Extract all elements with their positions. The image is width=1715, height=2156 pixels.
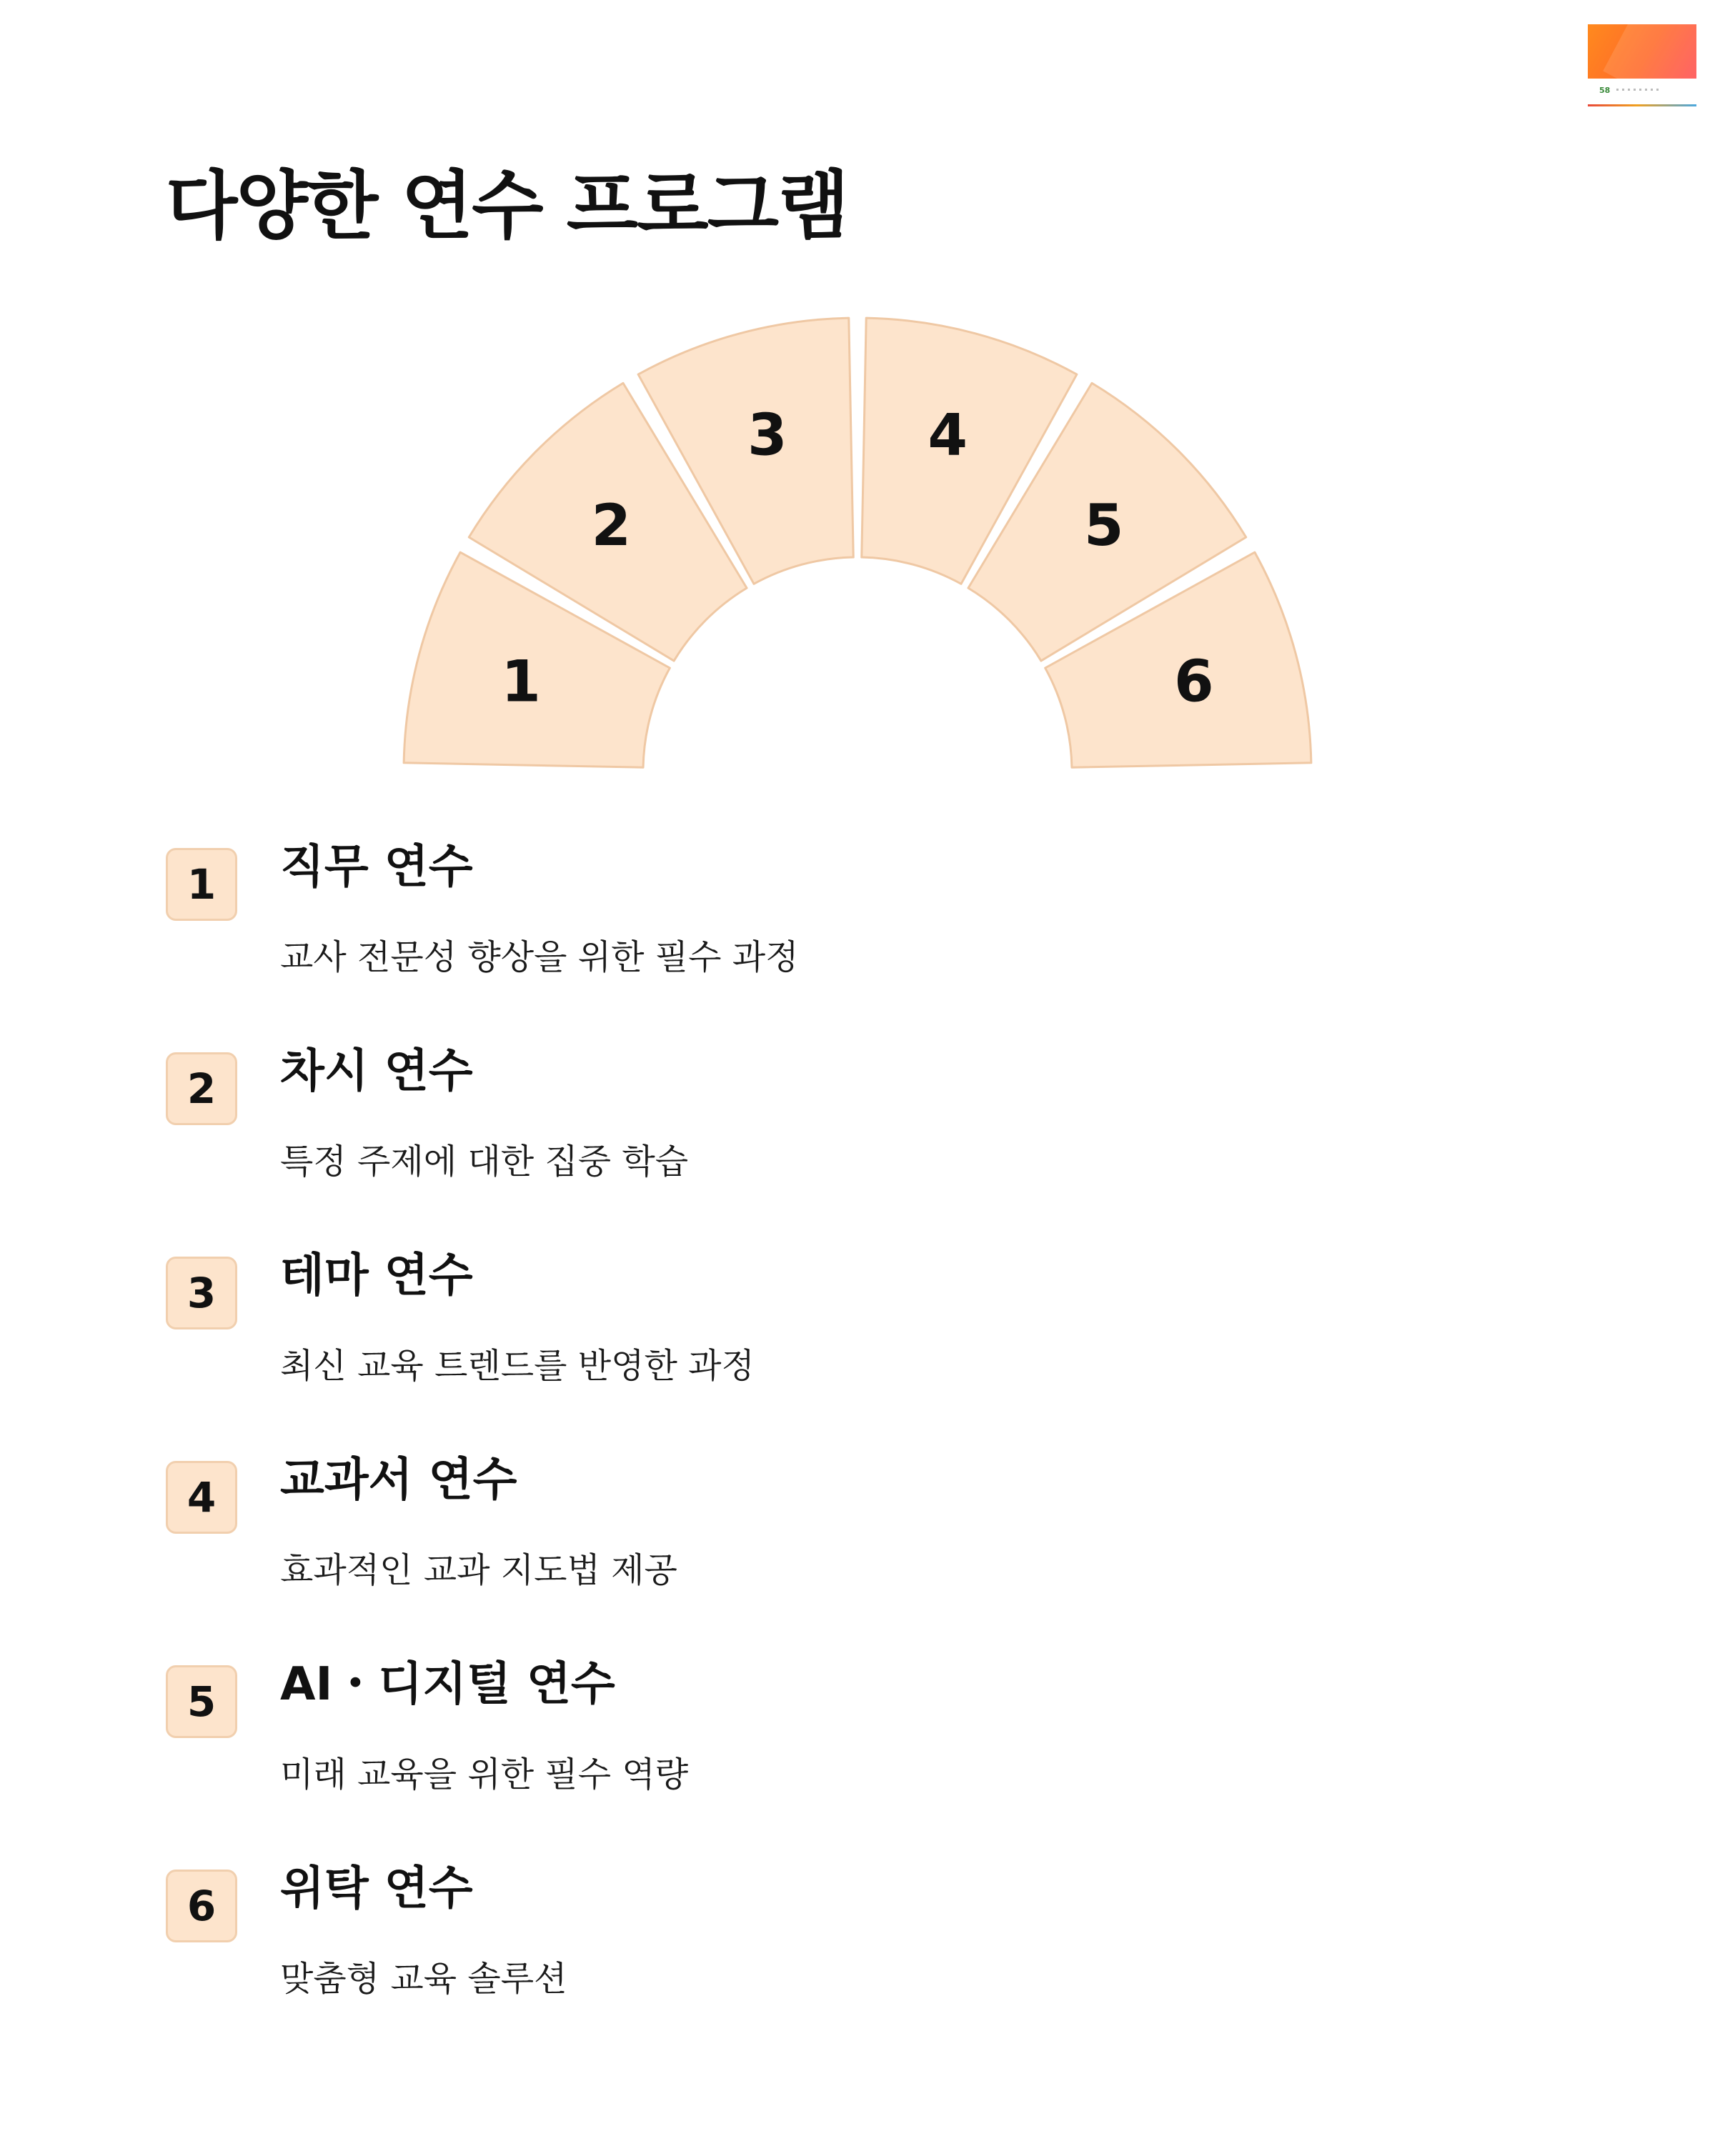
program-item <box>166 841 1523 1005</box>
program-number-badge: 2 <box>166 1052 237 1125</box>
program-arc-diagram <box>0 0 1715 786</box>
arc-segment-label: 3 <box>747 401 787 469</box>
program-description: 최신 교육 트렌드를 반영한 과정 <box>280 1346 755 1386</box>
program-item <box>166 1658 1523 1822</box>
program-title: AI・디지털 연수 <box>280 1658 615 1711</box>
arc-segment-label: 5 <box>1083 491 1124 559</box>
program-description: 미래 교육을 위한 필수 역량 <box>280 1755 689 1795</box>
arc-segment-label: 6 <box>1174 648 1214 715</box>
program-title: 위탁 연수 <box>280 1862 473 1915</box>
program-number-badge: 3 <box>166 1257 237 1329</box>
program-description: 교사 전문성 향상을 위한 필수 과정 <box>280 937 799 977</box>
program-number-badge: 5 <box>166 1665 237 1738</box>
program-description: 맞춤형 교육 솔루션 <box>280 1959 567 1999</box>
program-number-badge: 4 <box>166 1461 237 1534</box>
arc-segment-label: 2 <box>591 491 632 559</box>
program-number-badge: 1 <box>166 848 237 921</box>
arc-segment-label: 4 <box>928 401 968 469</box>
program-item <box>166 1454 1523 1618</box>
program-number-badge: 6 <box>166 1870 237 1942</box>
program-title: 교과서 연수 <box>280 1454 517 1507</box>
page-title: 다양한 연수 프로그램 <box>166 162 848 249</box>
arc-segment-label: 1 <box>501 648 541 715</box>
program-item <box>166 1045 1523 1209</box>
program-title: 테마 연수 <box>280 1249 473 1302</box>
program-title: 차시 연수 <box>280 1045 473 1098</box>
program-description: 특정 주제에 대한 집중 학습 <box>280 1142 689 1182</box>
thumbnail-logo: 58 <box>1599 86 1611 95</box>
program-item <box>166 1249 1523 1414</box>
program-title: 직무 연수 <box>280 841 473 894</box>
program-description: 효과적인 교과 지도법 제공 <box>280 1550 677 1590</box>
program-item <box>166 1862 1523 2027</box>
